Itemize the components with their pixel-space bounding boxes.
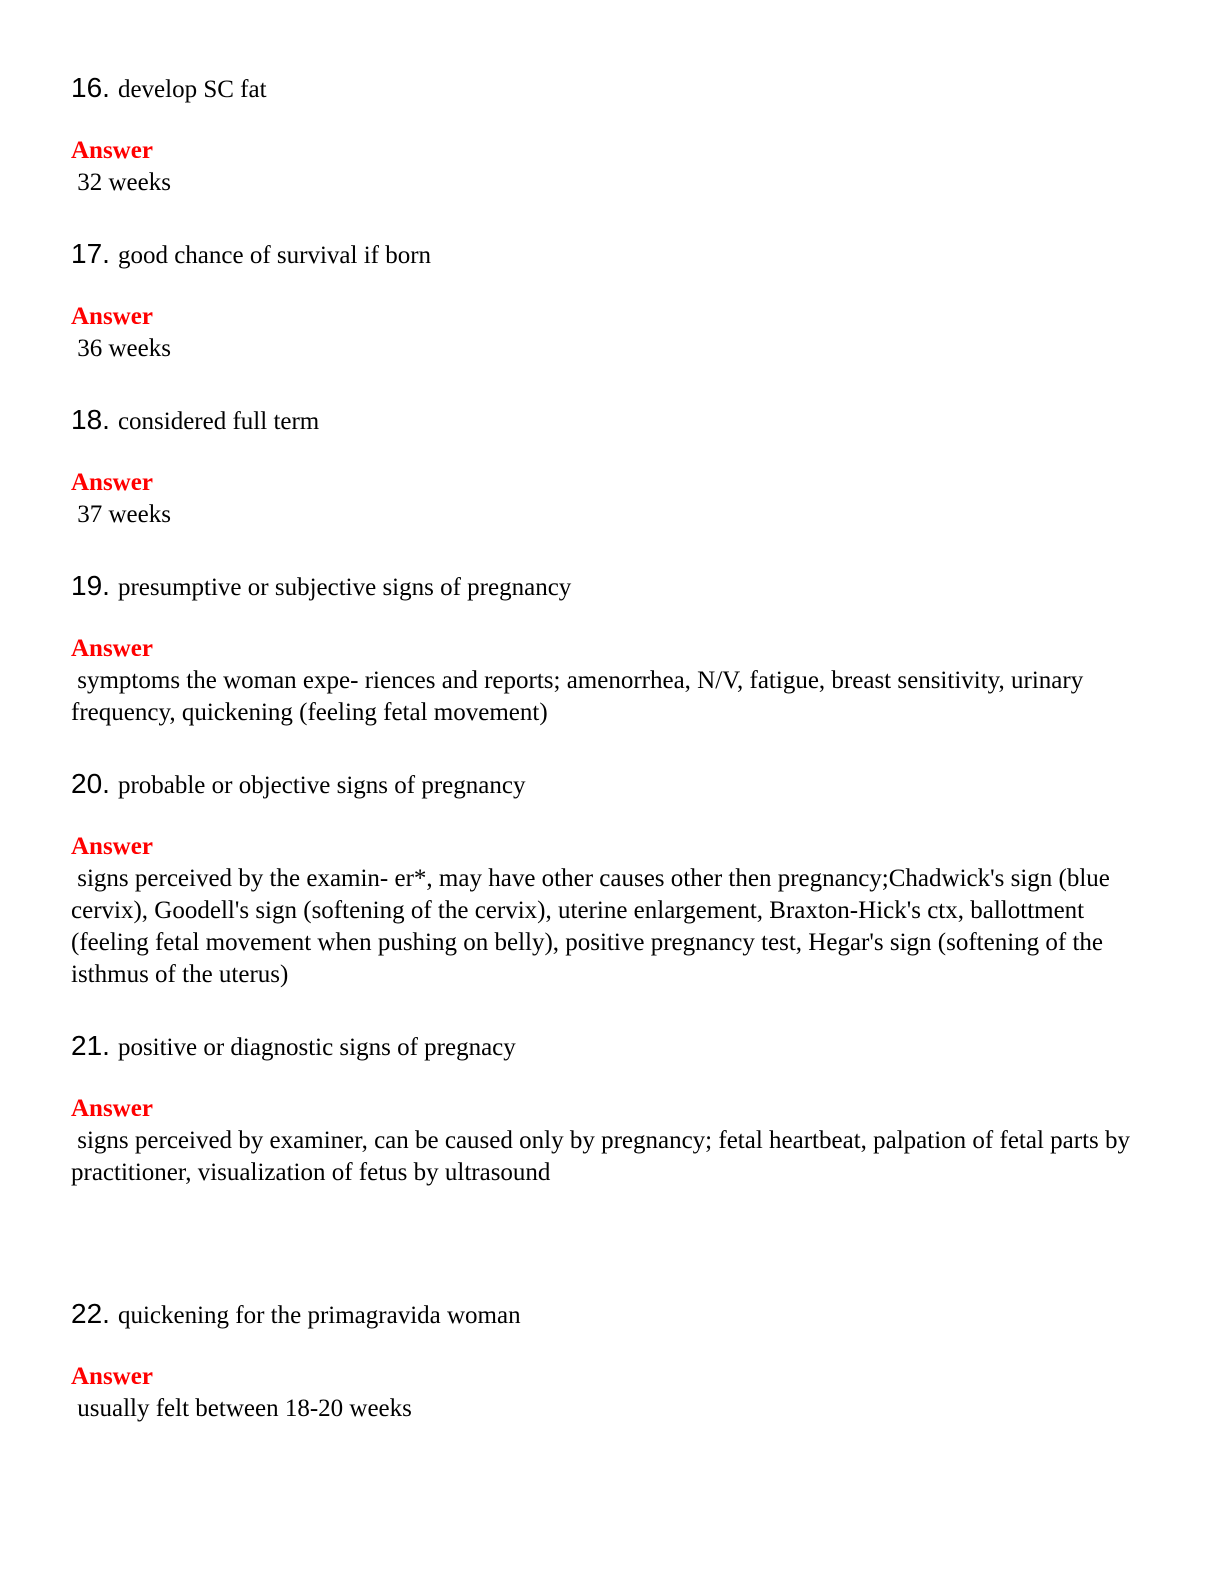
question-text: probable or objective signs of pregnancy [117,772,526,799]
question-text: develop SC fat [117,76,267,103]
qa-item-20 [71,768,1151,991]
question-number: 16. [71,72,110,103]
answer-text: 37 weeks [71,501,171,528]
question-text: considered full term [117,408,320,435]
question-number: 20. [71,768,110,799]
question-number: 21. [71,1030,110,1061]
qa-item-21 [71,1030,1151,1189]
answer-label: Answer [71,469,153,496]
question-text: good chance of survival if born [117,242,432,269]
question-row [71,72,1151,108]
question-row [71,768,1151,804]
question-text: quickening for the primagravida woman [117,1302,521,1329]
qa-item-19 [71,570,1151,729]
answer-text: 32 weeks [71,169,171,196]
answer-label: Answer [71,635,153,662]
answer-label: Answer [71,303,153,330]
answer-text: symptoms the woman expe- riences and reports; amenorrhea, N/V, fatigue, breast sensitivity, urinary frequency, quickening (feeling fetal movement) [71,667,1090,726]
question-text: presumptive or subjective signs of pregnancy [117,574,572,601]
qa-item-18 [71,404,1151,531]
question-row [71,238,1151,274]
answer-label: Answer [71,1095,153,1122]
question-row [71,570,1151,606]
answer-label: Answer [71,1363,153,1390]
answer-text: 36 weeks [71,335,171,362]
answer-text: usually felt between 18-20 weeks [71,1395,412,1422]
answer-text: signs perceived by the examin- er*, may have other causes other then pregnancy;Chadwick's sign (blue cervix), Goodell's sign (softening of the cervix), uterine enlargement, Braxton-Hick's ctx, ballottment (feeling fetal movement when pushing on belly), positive pregnancy test, Hegar's sign (softening of the isthmus of the uterus) [71,865,1117,988]
question-text: positive or diagnostic signs of pregnacy [117,1034,516,1061]
qa-item-22 [71,1298,1151,1425]
answer-text: signs perceived by examiner, can be caused only by pregnancy; fetal heartbeat, palpation of fetal parts by practitioner, visualization of fetus by ultrasound [71,1127,1137,1186]
question-number: 18. [71,404,110,435]
question-row [71,1030,1151,1066]
question-number: 22. [71,1298,110,1329]
question-number: 17. [71,238,110,269]
question-number: 19. [71,570,110,601]
answer-label: Answer [71,137,153,164]
question-row [71,404,1151,440]
question-row [71,1298,1151,1334]
qa-item-17 [71,238,1151,365]
qa-item-16 [71,72,1151,199]
answer-label: Answer [71,833,153,860]
